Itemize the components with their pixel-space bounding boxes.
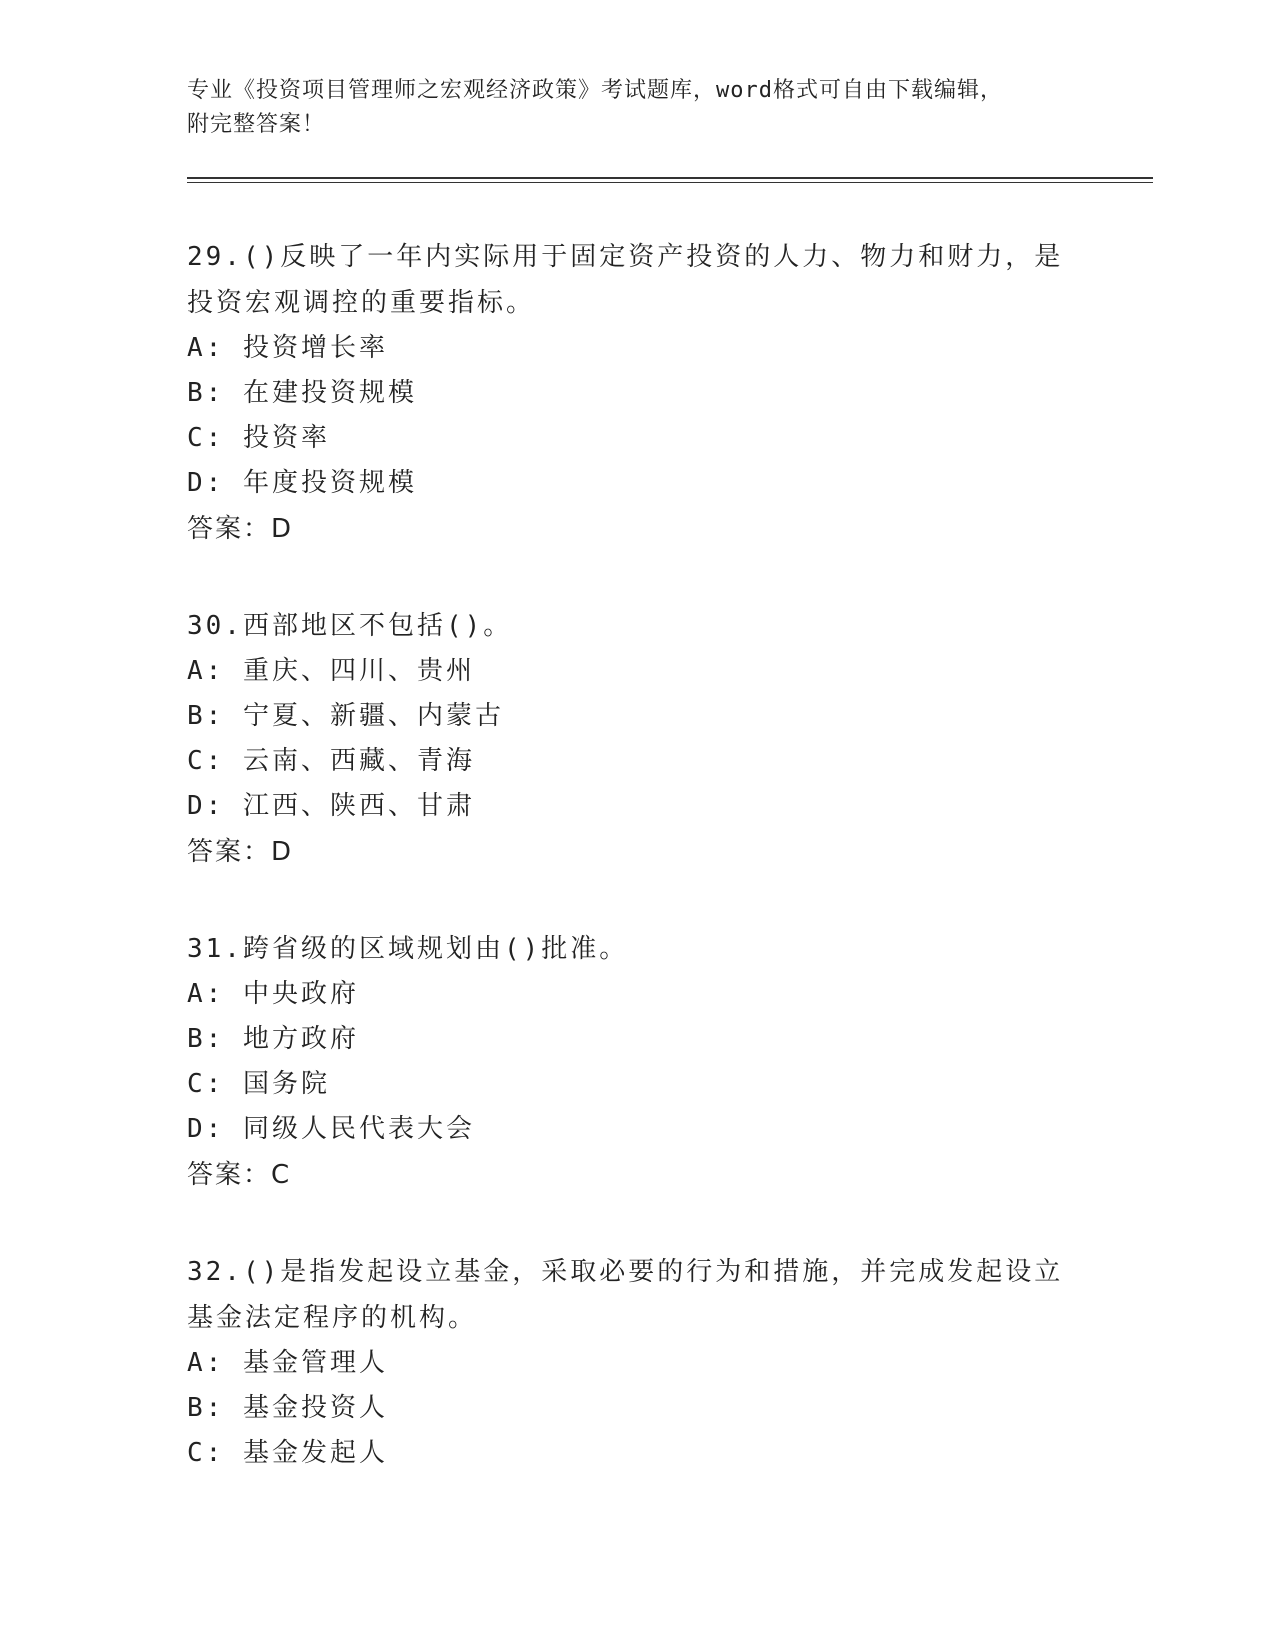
option-c: C: 投资率 [187,423,330,453]
header-line-2: 附完整答案！ [187,112,326,137]
option-d: D: 江西、陕西、甘肃 [187,791,475,821]
option-c: C: 云南、西藏、青海 [187,746,475,776]
option-c: C: 基金发起人 [187,1438,388,1468]
header-divider-thin [187,182,1153,183]
option-a: A: 基金管理人 [187,1348,388,1378]
option-a: A: 中央政府 [187,979,359,1009]
header-divider-thick [187,177,1153,179]
answer-line: 答案：C [187,1160,292,1190]
question-text: 31.跨省级的区域规划由()批准。 [187,934,629,964]
option-b: B: 宁夏、新疆、内蒙古 [187,701,504,731]
document-header [187,74,1087,142]
question-list [187,234,1087,1527]
option-b: B: 基金投资人 [187,1393,388,1423]
option-a: A: 重庆、四川、贵州 [187,656,475,686]
question-text: 29.()反映了一年内实际用于固定资产投资的人力、物力和财力，是投资宏观调控的重要指标。 [187,242,1064,318]
option-b: B: 在建投资规模 [187,378,417,408]
option-d: D: 年度投资规模 [187,468,417,498]
option-c: C: 国务院 [187,1069,330,1099]
header-line-1: 专业《投资项目管理师之宏观经济政策》考试题库，word格式可自由下载编辑， [187,78,1003,103]
question-text: 32.()是指发起设立基金，采取必要的行为和措施，并完成发起设立基金法定程序的机构。 [187,1257,1064,1333]
option-a: A: 投资增长率 [187,333,388,363]
option-b: B: 地方政府 [187,1024,359,1054]
option-d: D: 同级人民代表大会 [187,1114,475,1144]
question-29 [187,234,1087,552]
answer-line: 答案：D [187,837,294,867]
question-text: 30.西部地区不包括()。 [187,611,513,641]
question-30 [187,603,1087,875]
question-31 [187,926,1087,1198]
answer-line: 答案：D [187,514,294,544]
question-32 [187,1249,1087,1476]
